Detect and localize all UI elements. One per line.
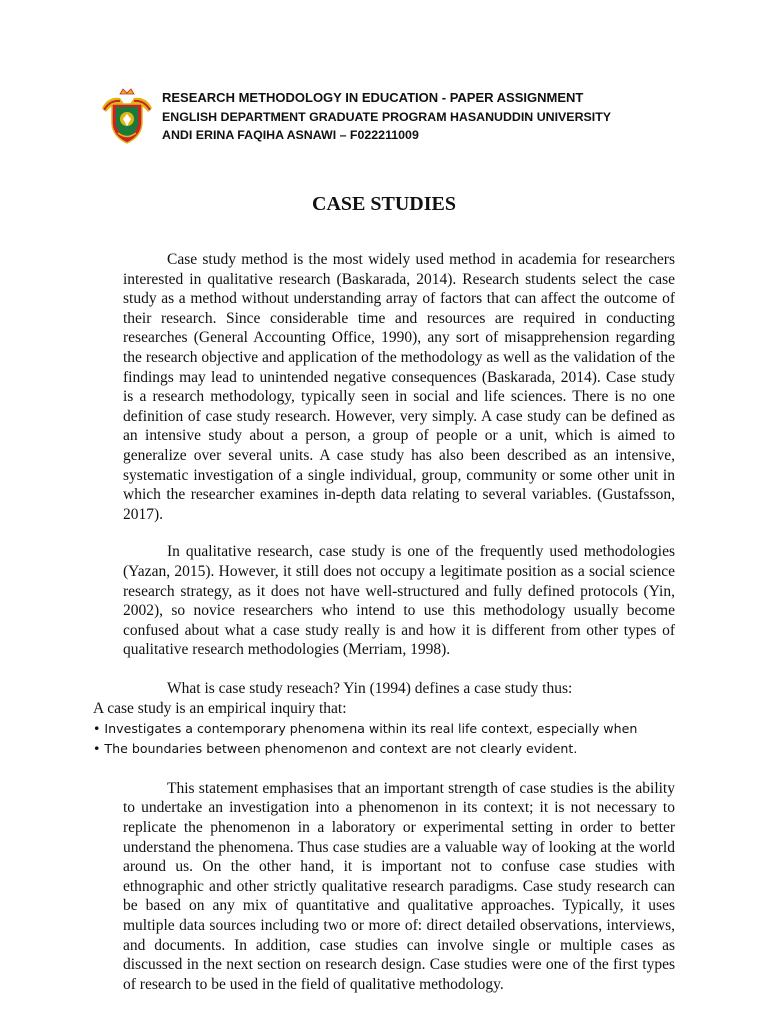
paragraph-1: Case study method is the most widely used method in academia for researchers interested in qualitative research (Baskarada, 2014). Research students select the case study as a method without understanding array of factors that can affect the outcome of their research. Since considerable time and resources are required in conducting researches (General Accounting Office, 1990), any sort of misapprehension regarding the research objective and application of the methodology as well as the validation of the findings may lead to unintended negative consequences (Baskarada, 2014). Case study is a research methodology, typically seen in social and life sciences. There is no one definition of case study research. However, very simply. A case study can be defined as an intensive study about a person, a group of people or a unit, which is aimed to generalize over several units. A case study has also been described as an intensive, systematic investigation of a single individual, group, community or some other unit in which the researcher examines in-depth data relating to several variables. (Gustafsson, 2017). — [123, 251, 675, 523]
paragraph-3: This statement emphasises that an important strength of case studies is the ability to undertake an investigation into a phenomenon in its context; it is not necessary to replicate the phenomenon in a laboratory or experimental setting in order to better understand the phenomena. Thus case studies are a valuable way of looking at the world around us. On the other hand, it is important not to confuse case studies with ethnographic and other strictly qualitative research paradigms. Case study research can be based on any mix of quantitative and qualitative approaches. Typically, it uses multiple data sources including two or more of: direct detailed observations, interviews, and documents. In addition, case studies can involve single or multiple cases as discussed in the next section on research design. Case studies were one of the first types of research to be used in the field of qualitative methodology. — [123, 779, 675, 993]
definition-block — [93, 679, 675, 759]
university-seal-icon — [98, 88, 156, 146]
header-text — [162, 89, 611, 145]
header-department: ENGLISH DEPARTMENT GRADUATE PROGRAM HASANUDDIN UNIVERSITY — [162, 109, 612, 124]
header-author: ANDI ERINA FAQIHA ASNAWI – F022211009 — [162, 128, 419, 142]
page-title: CASE STUDIES — [312, 193, 456, 215]
definition-text: A case study is an empirical inquiry that: — [93, 699, 347, 717]
document-body — [93, 250, 675, 994]
definition-intro: What is case study reseach? Yin (1994) defines a case study thus: — [167, 679, 573, 697]
header-course: RESEARCH METHODOLOGY IN EDUCATION - PAPER ASSIGNMENT — [162, 90, 584, 105]
bullet-item: • Investigates a contemporary phenomena within its real life context, especially when — [93, 720, 638, 736]
paragraph-2: In qualitative research, case study is one of the frequently used methodologies (Yazan, 2015). However, it still does not occupy a legitimate position as a social science research strategy, as it does not have well-structured and fully defined protocols (Yin, 2002), so novice researchers who intend to use this methodology usually become confused about what a case study really is and how it is different from other types of qualitative research methodologies (Merriam, 1998). — [123, 543, 675, 659]
document-header — [98, 88, 698, 148]
bullet-item: • The boundaries between phenomenon and context are not clearly evident. — [93, 740, 578, 756]
